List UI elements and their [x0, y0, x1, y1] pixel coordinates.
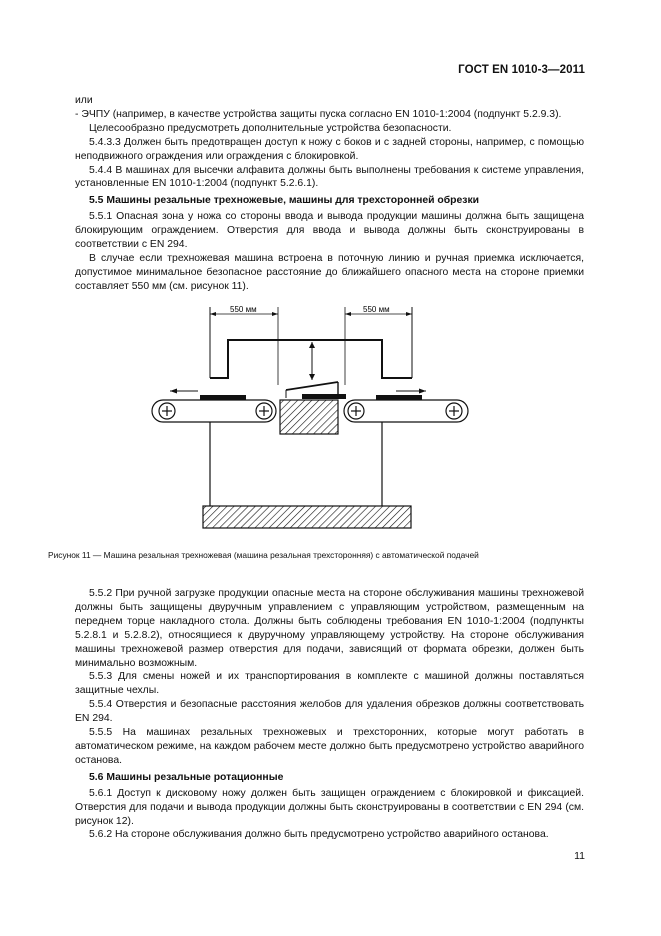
- product-stack-left: [200, 395, 246, 400]
- paragraph: В случае если трехножевая машина встроена в поточную линию и ручная приемка исключается, допустимое минимальное безопасное расстояние до ближайшего опасного места на стороне приемки составляет 550 мм (см. рисунок 11).: [75, 252, 584, 292]
- paragraph-5-5-5: 5.5.5 На машинах резальных трехножевых и трехсторонних, которые могут работать в автоматическом режиме, на каждом рабочем месте должно быть предусмотрено устройство аварийного останова.: [75, 727, 584, 766]
- paragraph: Целесообразно предусмотреть дополнительные устройства безопасности.: [89, 122, 452, 134]
- product-under-knife: [302, 394, 346, 399]
- left-conveyor: [152, 395, 276, 422]
- paragraph-5-5-1: 5.5.1 Опасная зона у ножа со стороны ввода и вывода продукции машины должна быть защищена блокирующим ограждением. Отверстия для ввода и вывода должны быть сконструированы в соответствии с EN 294.: [75, 211, 584, 251]
- right-conveyor: [344, 395, 468, 422]
- product-stack-right: [376, 395, 422, 400]
- page-number: 11: [574, 850, 585, 862]
- arrowhead: [272, 312, 278, 316]
- arrowhead: [170, 389, 177, 394]
- paragraph-5-5-3: 5.5.3 Для смены ножей и их транспортирования в комплекте с машиной должны поставляться защитные чехлы.: [75, 671, 584, 697]
- paragraph-5-5-4: 5.5.4 Отверстия и безопасные расстояния желобов для удаления обрезков должны соответствовать EN 294.: [75, 699, 584, 725]
- paragraph-5-6-2: 5.6.2 На стороне обслуживания должно быть предусмотрено устройство аварийного останова.: [89, 829, 549, 841]
- paragraph-5-4-3-3: 5.4.3.3 Должен быть предотвращен доступ к ножу с боков и с задней стороны, например, с помощью неподвижного ограждения или ограждения с блокировкой.: [75, 136, 584, 162]
- arrowhead: [406, 312, 412, 316]
- text-block-lower: [75, 587, 584, 842]
- cutting-table: [280, 400, 338, 434]
- document-header: ГОСТ EN 1010-3—2011: [458, 64, 585, 76]
- knife-blade: [286, 382, 338, 390]
- paragraph-5-6-1: 5.6.1 Доступ к дисковому ножу должен быть защищен ограждением с блокировкой и фиксацией. Отверстия для подачи и вывода продукции должны быть сконструированы в соответствии с EN 294 (см. рисунок 12).: [75, 787, 584, 827]
- section-heading-5-5: 5.5 Машины резальные трехножевые, машины для трехсторонней обрезки: [89, 195, 480, 207]
- figure-caption: Рисунок 11 — Машина резальная трехножевая (машина резальная трехсторонняя) с автоматической подачей: [48, 550, 479, 560]
- arrowhead: [419, 389, 426, 394]
- paragraph-5-5-2: 5.5.2 При ручной загрузке продукции опасные места на стороне обслуживания машины трехножевой должны быть защищены двуручным управлением с управляющим устройством, размещенным на переднем торце накладного стола. Должны быть соблюдены требования EN 1010-1:2004 (подпункты 5.2.8.1 и 5.2.8.2), относящиеся к двуручному управляющему устройству. На стороне обслуживания машины трехножевой размер отверстия для подачи, зависящий от формата обрезки, должен быть минимально возможным.: [75, 588, 584, 669]
- machine-base: [203, 506, 411, 528]
- arrowhead: [345, 312, 351, 316]
- paragraph: или: [75, 95, 93, 106]
- arrowhead-down: [309, 374, 315, 380]
- text-block-upper: [75, 94, 584, 294]
- figure-11-diagram: [150, 300, 480, 540]
- dimension-label-left: 550 мм: [230, 305, 257, 314]
- dimension-label-right: 550 мм: [363, 305, 390, 314]
- paragraph: - ЭЧПУ (например, в качестве устройства защиты пуска согласно EN 1010-1:2004 (подпункт 5.2.9.3).: [75, 108, 562, 120]
- section-heading-5-6: 5.6 Машины резальные ротационные: [89, 771, 284, 783]
- arrowhead: [210, 312, 216, 316]
- arrowhead-up: [309, 342, 315, 348]
- paragraph-5-4-4: 5.4.4 В машинах для высечки алфавита должны быть выполнены требования к системе управления, установленные EN 1010-1:2004 (подпункт 5.2.6.1).: [75, 164, 584, 190]
